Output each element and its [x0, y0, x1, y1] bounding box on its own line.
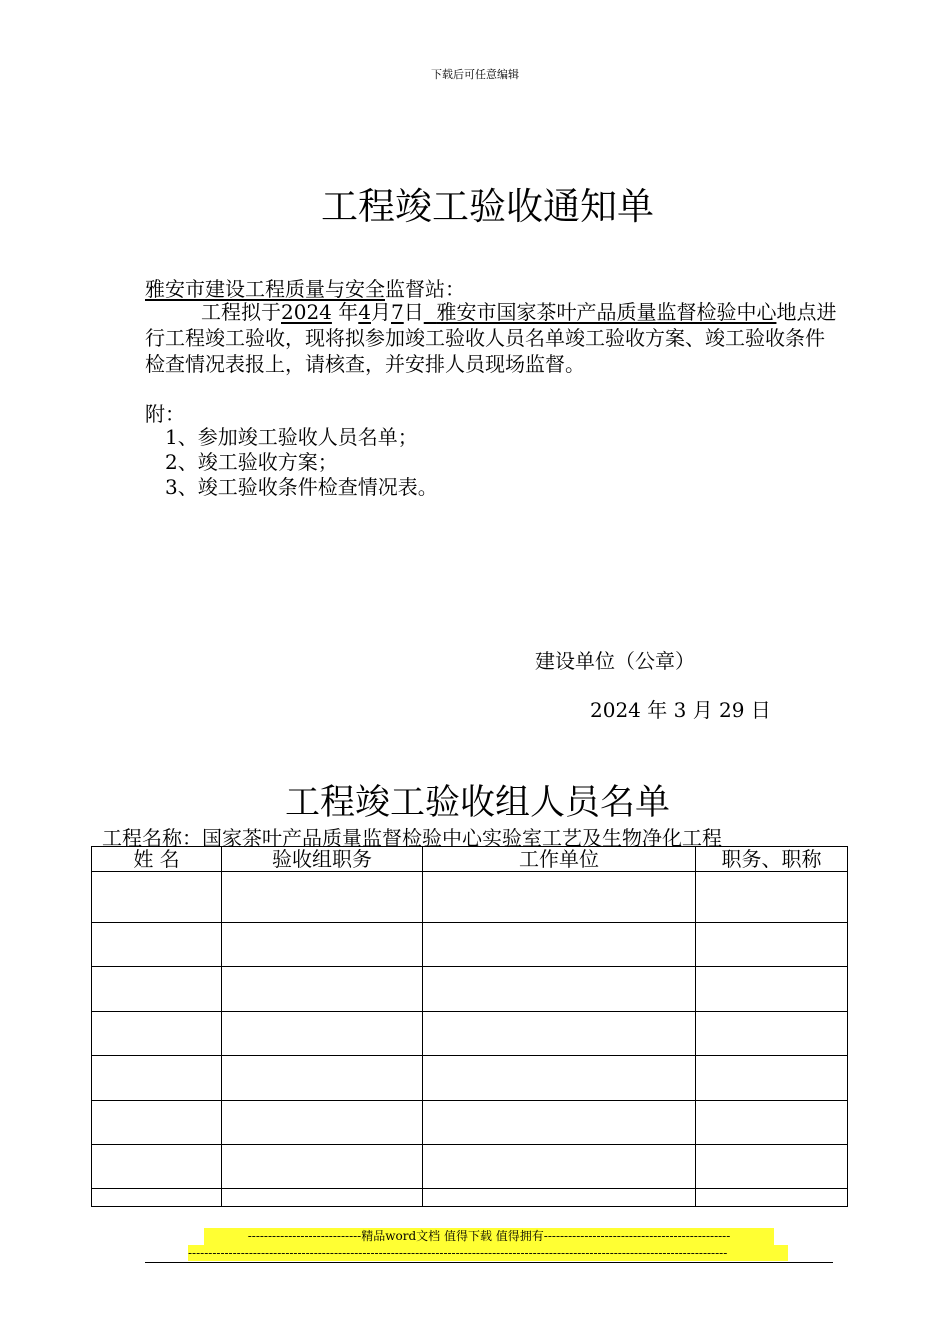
table-row [92, 1189, 848, 1207]
table-row [92, 872, 848, 923]
table-cell [696, 1056, 848, 1101]
table-cell [222, 1012, 423, 1056]
table-cell [423, 923, 696, 967]
table-cell [696, 967, 848, 1012]
project-name: 工程名称：国家茶叶产品质量监督检验中心实验室工艺及生物净化工程 [102, 826, 722, 850]
table-cell [423, 1056, 696, 1101]
table-cell [423, 1189, 696, 1207]
table-cell [92, 1056, 222, 1101]
table-cell [423, 1012, 696, 1056]
table-cell [92, 1189, 222, 1207]
table-header-row [92, 847, 848, 872]
para-year: 2024 [281, 300, 332, 324]
table-row [92, 1012, 848, 1056]
column-header-role: 验收组职务 [222, 847, 423, 872]
table-cell [696, 1101, 848, 1145]
attachment-item: 1、参加竣工验收人员名单； [165, 425, 418, 449]
header-note: 下载后可任意编辑 [431, 68, 519, 81]
table-row [92, 967, 848, 1012]
table-cell [222, 872, 423, 923]
para-month-unit: 月 [371, 300, 391, 324]
para-day: 7 [391, 300, 404, 324]
para-day-unit: 日 [403, 300, 424, 324]
signature-date: 2024 年 3 月 29 日 [590, 698, 771, 722]
column-header-unit: 工作单位 [423, 847, 696, 872]
footer-dashes: ------------------------------------------------------------------------------------------------------------------------------------- [188, 1245, 788, 1261]
table-cell [222, 923, 423, 967]
table-cell [423, 872, 696, 923]
table-cell [222, 1101, 423, 1145]
table-row [92, 923, 848, 967]
roster-title: 工程竣工验收组人员名单 [284, 783, 670, 823]
attachment-item: 3、竣工验收条件检查情况表。 [165, 475, 438, 499]
table-cell [92, 967, 222, 1012]
table-cell [92, 923, 222, 967]
table-cell [92, 1145, 222, 1189]
addressee-underlined: 雅安市建设工程质量与安全 [145, 277, 385, 301]
table-row [92, 1145, 848, 1189]
roster-table [91, 846, 848, 1207]
footer-divider [145, 1262, 833, 1263]
footer-banner: ----------------------------精品word文档 值得下载 值得拥有---------------------------------------------- [204, 1228, 774, 1245]
table-cell [222, 1189, 423, 1207]
attachments-heading: 附： [145, 402, 185, 426]
table-cell [423, 967, 696, 1012]
table-cell [222, 1056, 423, 1101]
table-cell [92, 872, 222, 923]
table-cell [92, 1012, 222, 1056]
para-lead: 工程拟于 [201, 300, 281, 324]
notice-paragraph [145, 299, 837, 377]
table-cell [222, 1145, 423, 1189]
table-cell [696, 872, 848, 923]
table-cell [696, 1145, 848, 1189]
para-rest: 地点进行工程竣工验收，现将拟参加竣工验收人员名单竣工验收方案、竣工验收条件检查情况表报上，请核查，并安排人员现场监督。 [145, 300, 837, 376]
attachment-item: 2、竣工验收方案； [165, 450, 338, 474]
table-cell [696, 1189, 848, 1207]
table-cell [423, 1145, 696, 1189]
table-cell [222, 967, 423, 1012]
para-location: 雅安市国家茶叶产品质量监督检验中心 [436, 300, 777, 324]
table-cell [423, 1101, 696, 1145]
para-year-unit: 年 [338, 300, 359, 324]
notice-title: 工程竣工验收通知单 [321, 185, 654, 228]
table-cell [696, 1012, 848, 1056]
table-row [92, 1101, 848, 1145]
signature-unit: 建设单位（公章） [535, 649, 695, 673]
table-cell [696, 923, 848, 967]
table-cell [92, 1101, 222, 1145]
addressee-rest: 监督站： [385, 277, 465, 301]
table-row [92, 1056, 848, 1101]
column-header-title: 职务、职称 [696, 847, 848, 872]
column-header-name: 姓 名 [92, 847, 222, 872]
para-month: 4 [358, 300, 371, 324]
